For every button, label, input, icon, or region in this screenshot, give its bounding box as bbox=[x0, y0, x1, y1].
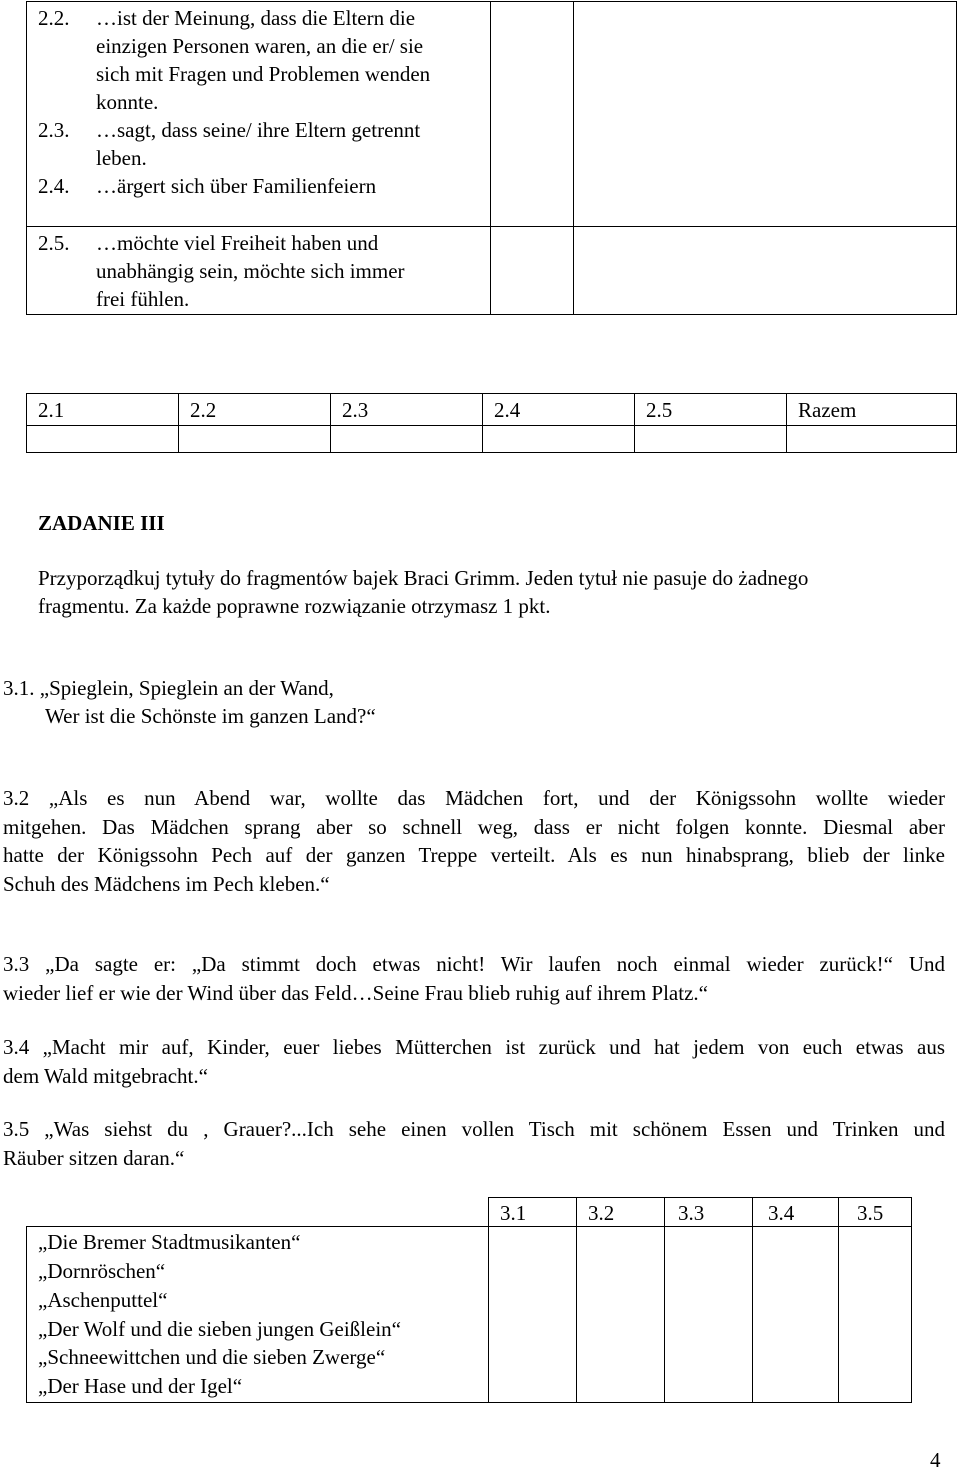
score-header: 2.2 bbox=[190, 398, 217, 422]
titles-table-border-bottom bbox=[26, 1402, 489, 1403]
table-row-divider bbox=[26, 226, 957, 227]
fragment-line: 3.3 „Da sagte er: „Da stimmt doch etwas nicht! Wir laufen noch einmal wieder zurück!“ Und bbox=[3, 952, 945, 976]
score-table-border-left bbox=[26, 393, 27, 453]
row-text-line: …ist der Meinung, dass die Eltern die bbox=[96, 6, 416, 30]
title-option: „Dornröschen“ bbox=[38, 1259, 166, 1283]
score-header: 2.5 bbox=[646, 398, 673, 422]
row-text-line: unabhängig sein, möchte sich immer bbox=[96, 259, 405, 283]
fragment-line: mitgehen. Das Mädchen sprang aber so schnell weg, dass er nicht folgen konnte. Diesmal aber bbox=[3, 814, 945, 839]
row-number: 2.3. bbox=[38, 118, 70, 142]
answer-table-column-divider bbox=[664, 1197, 665, 1403]
instruction-line: fragmentu. Za każde poprawne rozwiązanie otrzymasz 1 pkt. bbox=[38, 594, 551, 618]
fragment-line: 3.2 „Als es nun Abend war, wollte das Mädchen fort, und der Königssohn wollte wieder bbox=[3, 786, 945, 810]
answer-header: 3.2 bbox=[588, 1201, 615, 1225]
fragment-paragraph bbox=[3, 784, 945, 898]
row-text-line: einzigen Personen waren, an die er/ sie bbox=[96, 34, 424, 58]
row-number: 2.4. bbox=[38, 174, 70, 198]
answer-table-border-left bbox=[488, 1197, 489, 1403]
score-table-column-divider bbox=[634, 393, 635, 453]
answer-header: 3.1 bbox=[500, 1201, 527, 1225]
title-option: „Aschenputtel“ bbox=[38, 1288, 168, 1312]
score-table-column-divider bbox=[482, 393, 483, 453]
row-text-line: …ärgert sich über Familienfeiern bbox=[96, 174, 377, 198]
table-border-left bbox=[26, 1, 27, 315]
fragment-line: Räuber sitzen daran.“ bbox=[3, 1145, 185, 1170]
row-text-line: …möchte viel Freiheit haben und bbox=[96, 231, 379, 255]
titles-table-border-left bbox=[26, 1226, 27, 1403]
score-table-column-divider bbox=[178, 393, 179, 453]
row-text-line: …sagt, dass seine/ ihre Eltern getrennt bbox=[96, 118, 421, 142]
fragment-line: wieder lief er wie der Wind über das Feld…Seine Frau blieb ruhig auf ihrem Platz.“ bbox=[3, 980, 708, 1005]
answer-table-border-top bbox=[488, 1197, 912, 1198]
score-header: Razem bbox=[798, 398, 857, 422]
task-heading: ZADANIE III bbox=[38, 511, 165, 535]
row-number: 2.2. bbox=[38, 6, 70, 30]
fragment-line: Schuh des Mädchens im Pech kleben.“ bbox=[3, 871, 330, 896]
row-text-line: leben. bbox=[96, 146, 147, 170]
table-column-divider bbox=[490, 1, 491, 315]
answer-table-column-divider bbox=[838, 1197, 839, 1403]
fragment-paragraph bbox=[3, 1033, 945, 1090]
instruction-line: Przyporządkuj tytuły do fragmentów bajek Braci Grimm. Jeden tytuł nie pasuje do żadnego bbox=[38, 566, 809, 590]
score-table-border-top bbox=[26, 393, 957, 394]
fragment-paragraph bbox=[3, 950, 945, 1007]
row-text-line: konnte. bbox=[96, 90, 159, 114]
title-option: „Der Hase und der Igel“ bbox=[38, 1374, 243, 1398]
title-option: „Die Bremer Stadtmusikanten“ bbox=[38, 1230, 301, 1254]
fragment-line: 3.4 „Macht mir auf, Kinder, euer liebes Mütterchen ist zurück und hat jedem von euch etwas aus bbox=[3, 1035, 945, 1059]
fragment-line: Wer ist die Schönste im ganzen Land?“ bbox=[45, 704, 376, 728]
score-header: 2.3 bbox=[342, 398, 369, 422]
score-table-row-divider bbox=[26, 425, 957, 426]
score-header: 2.1 bbox=[38, 398, 65, 422]
answer-table-border-right bbox=[911, 1197, 912, 1403]
fragment-line: 3.1. „Spieglein, Spieglein an der Wand, bbox=[3, 676, 334, 700]
answer-header: 3.3 bbox=[678, 1201, 705, 1225]
table-border-right bbox=[956, 1, 957, 315]
page-number: 4 bbox=[930, 1448, 941, 1472]
title-option: „Schneewittchen und die sieben Zwerge“ bbox=[38, 1345, 386, 1369]
score-table-column-divider bbox=[330, 393, 331, 453]
fragment-line: 3.5 „Was siehst du , Grauer?...Ich sehe einen vollen Tisch mit schönem Essen und Trinken und bbox=[3, 1117, 945, 1141]
fragment-line: dem Wald mitgebracht.“ bbox=[3, 1063, 208, 1088]
fragment-line: hatte der Königssohn Pech auf der ganzen Treppe verteilt. Als es nun hinabsprang, blieb der linke bbox=[3, 843, 945, 867]
titles-table-border-top bbox=[26, 1226, 489, 1227]
fragment-paragraph bbox=[3, 1115, 945, 1172]
row-number: 2.5. bbox=[38, 231, 70, 255]
answer-header: 3.5 bbox=[857, 1201, 884, 1225]
score-table-border-bottom bbox=[26, 452, 957, 453]
table-column-divider bbox=[573, 1, 574, 315]
table-border-bottom bbox=[26, 314, 957, 315]
answer-table-column-divider bbox=[576, 1197, 577, 1403]
score-table-border-right bbox=[956, 393, 957, 453]
answer-table-column-divider bbox=[752, 1197, 753, 1403]
score-table-column-divider bbox=[786, 393, 787, 453]
title-option: „Der Wolf und die sieben jungen Geißlein“ bbox=[38, 1317, 401, 1341]
score-header: 2.4 bbox=[494, 398, 521, 422]
row-text-line: frei fühlen. bbox=[96, 287, 190, 311]
table-border-top bbox=[26, 1, 957, 2]
answer-table-border-bottom bbox=[488, 1402, 912, 1403]
answer-header: 3.4 bbox=[768, 1201, 795, 1225]
row-text-line: sich mit Fragen und Problemen wenden bbox=[96, 62, 431, 86]
